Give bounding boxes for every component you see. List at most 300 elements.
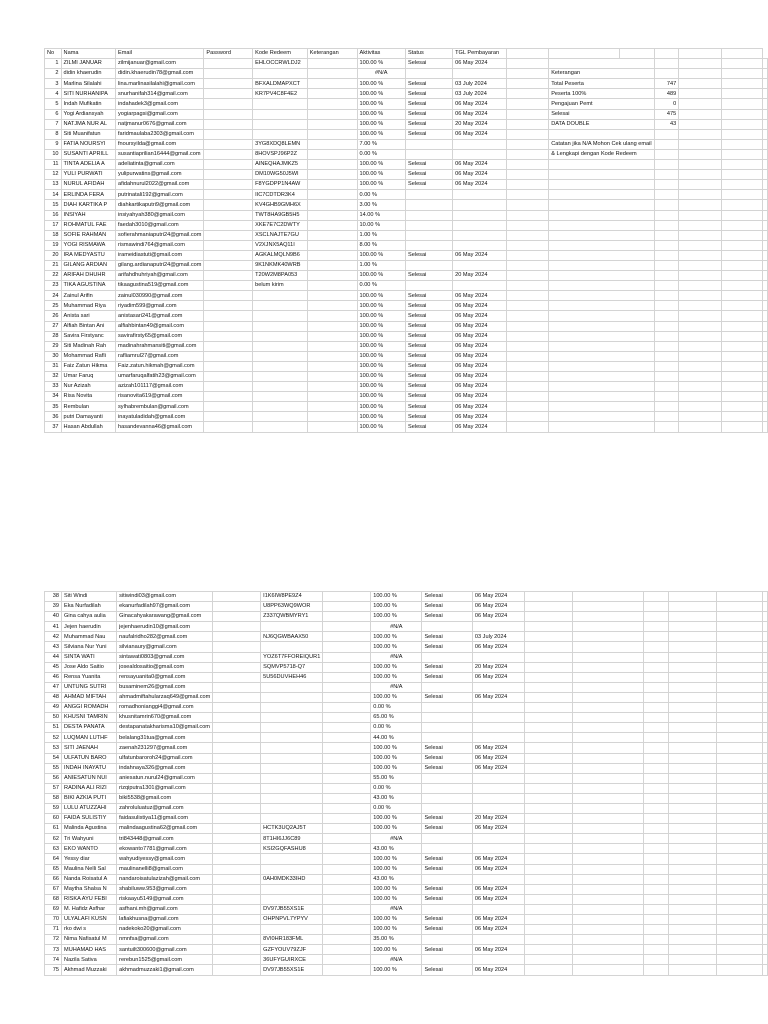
keterangan-cell [323,874,371,884]
empty-cell [763,271,768,281]
name-cell: putri Damayanti [61,412,115,422]
empty-cell [573,602,644,612]
password-cell [204,351,253,361]
aktivitas-cell: 100.00 % [371,672,422,682]
empty-cell [525,814,573,824]
empty-cell [549,382,654,392]
empty-cell [763,281,768,291]
empty-cell [549,372,654,382]
empty-cell [763,119,768,129]
aktivitas-cell: 43.00 % [371,844,422,854]
empty-cell [721,119,762,129]
empty-cell [506,230,549,240]
password-cell [213,692,261,702]
empty-cell [668,965,716,975]
empty-cell [716,874,762,884]
empty-cell [716,925,762,935]
empty-cell [679,89,722,99]
name-cell: TINTA ADELIA A [61,160,115,170]
table-row [45,612,768,622]
password-cell [213,945,261,955]
payment-date-cell: 06 May 2024 [453,59,506,69]
empty-cell [679,392,722,402]
table-row [45,834,768,844]
status-cell: Selesai [405,311,452,321]
empty-cell [763,341,768,351]
row-number-cell: 30 [45,351,62,361]
redeem-code-cell: 9K1NKMK40WRB [253,260,308,270]
aktivitas-cell: 100.00 % [357,250,405,260]
redeem-code-cell: AINEQHAJMKZ5 [253,160,308,170]
redeem-code-cell: XSCLNAJTE7GU [253,230,308,240]
name-cell: IRA MEDYASTU [61,250,115,260]
empty-cell [573,763,644,773]
empty-cell [654,180,679,190]
empty-cell [654,250,679,260]
empty-cell [644,783,669,793]
empty-cell [679,119,722,129]
empty-cell [644,763,669,773]
aktivitas-cell: 14.00 % [357,210,405,220]
empty-cell [679,99,722,109]
table-row [45,682,768,692]
empty-cell [506,139,549,149]
row-number-cell: 34 [45,392,62,402]
payment-date-cell: 06 May 2024 [453,291,506,301]
row-number-cell: 40 [45,612,62,622]
payment-date-cell: 06 May 2024 [472,602,524,612]
empty-cell [549,160,654,170]
row-number-cell: 64 [45,854,62,864]
table-row [45,925,768,935]
empty-cell [644,642,669,652]
table-row [45,763,768,773]
table-row [45,139,768,149]
empty-cell [549,180,654,190]
email-cell: zahroluluatuz@gmail.com [117,803,213,813]
empty-cell [763,139,768,149]
empty-cell [525,874,573,884]
email-cell: arifahdhuhriyah@gmail.com [116,271,204,281]
keterangan-cell [307,361,357,371]
row-number-cell: 41 [45,622,62,632]
empty-cell [506,99,549,109]
keterangan-cell [307,351,357,361]
table-row [45,341,768,351]
aktivitas-cell: 100.00 % [357,119,405,129]
empty-cell [525,662,573,672]
table-row [45,773,768,783]
aktivitas-cell: 100.00 % [371,965,422,975]
empty-cell [763,783,768,793]
aktivitas-cell: 100.00 % [357,89,405,99]
empty-cell [654,200,679,210]
empty-cell [763,945,768,955]
email-cell: savirafirsty65@gmail.com [116,331,204,341]
empty-cell [763,331,768,341]
empty-cell [721,210,762,220]
table-row [45,632,768,642]
email-cell: belalang31tua@gmail.com [117,733,213,743]
aktivitas-cell: 100.00 % [371,753,422,763]
aktivitas-cell: 100.00 % [357,402,405,412]
name-cell: ARIFAH DHUHR [61,271,115,281]
password-cell [213,662,261,672]
redeem-code-cell: OHPNPVL7YPYV [261,915,323,925]
empty-cell [721,311,762,321]
redeem-code-cell [253,331,308,341]
payment-date-cell [453,139,506,149]
empty-cell [721,139,762,149]
keterangan-cell [307,311,357,321]
status-cell [405,210,452,220]
payment-date-cell [453,149,506,159]
table-row [45,642,768,652]
status-cell: Selesai [422,894,472,904]
payment-date-cell: 06 May 2024 [453,402,506,412]
email-cell: destapanatakharisma10@gmail.com [117,723,213,733]
keterangan-cell [307,291,357,301]
name-cell: Nanda Roisatul A [62,874,117,884]
password-cell [213,874,261,884]
header-aktivitas: Aktivitas [357,49,405,59]
empty-cell [654,422,679,432]
redeem-code-cell [261,622,323,632]
keterangan-cell [323,945,371,955]
empty-cell [573,935,644,945]
password-cell [213,622,261,632]
row-number-cell: 14 [45,190,62,200]
empty-cell [654,372,679,382]
empty-cell [573,753,644,763]
password-cell [204,291,253,301]
empty-cell [721,382,762,392]
empty-cell [668,773,716,783]
payment-date-cell: 06 May 2024 [472,884,524,894]
empty-cell [549,260,654,270]
redeem-code-cell: 8VI0HR183FML [261,935,323,945]
password-cell [213,824,261,834]
empty-cell [679,220,722,230]
aktivitas-cell: 0.00 % [357,281,405,291]
table-row [45,311,768,321]
email-cell: diahkartikaputri9@gmail.com [116,200,204,210]
redeem-code-cell: TWT8HA9GB5H5 [253,210,308,220]
empty-cell [654,190,679,200]
email-cell: umarfaruqalfatih23@gmail.com [116,372,204,382]
password-cell [213,723,261,733]
name-cell: Siti Madinah Rah [61,341,115,351]
password-cell [213,803,261,813]
table-row [45,652,768,662]
table-row [45,692,768,702]
empty-cell [654,402,679,412]
password-cell [213,814,261,824]
status-cell [405,139,452,149]
empty-cell [654,160,679,170]
status-cell [422,622,472,632]
empty-cell [763,230,768,240]
password-cell [204,240,253,250]
empty-cell [573,692,644,702]
email-cell: indahnaya326@gmail.com [117,763,213,773]
summary-note: & Lengkapi dengan Kode Redeem [549,149,654,159]
redeem-code-cell [253,422,308,432]
name-cell: M. Hafidz Asfhar [62,904,117,914]
email-cell: fnoursyilda@gmail.com [116,139,204,149]
status-cell [405,200,452,210]
name-cell: LUQMAN LUTHF [62,733,117,743]
status-cell: Selesai [405,392,452,402]
empty-cell [763,753,768,763]
name-cell: ZILMI JANUAR [61,59,115,69]
empty-cell [763,220,768,230]
empty-cell [668,612,716,622]
password-cell [204,361,253,371]
empty-cell [573,884,644,894]
empty-cell [716,612,762,622]
empty-cell [721,240,762,250]
empty-cell [644,672,669,682]
password-cell [213,783,261,793]
empty-cell [763,382,768,392]
empty-cell [525,965,573,975]
name-cell: Jose Aldo Saitio [62,662,117,672]
table-row [45,723,768,733]
redeem-code-cell: DM10WG50J5WI [253,170,308,180]
row-number-cell: 61 [45,824,62,834]
keterangan-cell [307,69,357,79]
name-cell: GILANG ARDIAN [61,260,115,270]
payment-date-cell [472,844,524,854]
empty-cell [668,854,716,864]
empty-cell [763,311,768,321]
keterangan-cell [323,884,371,894]
empty-cell [525,925,573,935]
status-cell: Selesai [422,672,472,682]
status-cell: Selesai [405,361,452,371]
empty-cell [573,945,644,955]
name-cell: NATJMA NUR AL [61,119,115,129]
password-cell [213,894,261,904]
aktivitas-cell: 100.00 % [357,160,405,170]
keterangan-cell [307,89,357,99]
redeem-code-cell [253,321,308,331]
empty-cell [573,682,644,692]
email-cell: sintawati0803@gmail.com [117,652,213,662]
payment-date-cell: 06 May 2024 [472,743,524,753]
table-row [45,743,768,753]
table-row [45,854,768,864]
empty-cell [506,170,549,180]
empty-cell [619,49,654,59]
password-cell [213,935,261,945]
empty-cell [763,402,768,412]
payment-date-cell: 20 May 2024 [453,271,506,281]
table-body-2 [45,592,768,976]
redeem-code-cell [253,311,308,321]
aktivitas-cell: 43.00 % [371,874,422,884]
password-cell [204,331,253,341]
keterangan-cell [323,743,371,753]
redeem-code-cell: NJ6QGWBAAX50 [261,632,323,642]
aktivitas-cell: 0.00 % [371,783,422,793]
empty-cell [549,301,654,311]
name-cell: Jejen haerudin [62,622,117,632]
header-email: Email [116,49,204,59]
name-cell: Gina cahya aulia [62,612,117,622]
status-cell [422,713,472,723]
payment-date-cell: 06 May 2024 [472,692,524,702]
password-cell [204,190,253,200]
empty-cell [525,894,573,904]
empty-cell [525,672,573,682]
empty-cell [506,129,549,139]
empty-cell [654,311,679,321]
empty-cell [679,382,722,392]
redeem-code-cell: 0AH0MDK33IHD [261,874,323,884]
keterangan-cell [307,260,357,270]
redeem-code-cell [261,894,323,904]
row-number-cell: 69 [45,904,62,914]
empty-cell [506,301,549,311]
aktivitas-cell: 7.00 % [357,139,405,149]
empty-cell [573,793,644,803]
empty-cell [506,361,549,371]
redeem-code-cell: KR7PV4C8F4E2 [253,89,308,99]
status-cell [422,733,472,743]
status-cell [405,190,452,200]
aktivitas-cell: 100.00 % [371,925,422,935]
password-cell [204,301,253,311]
status-cell [422,935,472,945]
empty-cell [644,733,669,743]
name-cell: SINTA WATI [62,652,117,662]
empty-cell [763,200,768,210]
empty-cell [721,250,762,260]
keterangan-cell [307,190,357,200]
empty-cell [721,341,762,351]
name-cell: Savira Firstyanc [61,331,115,341]
empty-cell [525,955,573,965]
row-number-cell: 55 [45,763,62,773]
email-cell: asfhani.mh@gmail.com [117,904,213,914]
empty-cell [763,803,768,813]
redeem-code-cell [261,692,323,702]
empty-cell [763,250,768,260]
email-cell: zaenah231297@gmail.com [117,743,213,753]
empty-cell [644,915,669,925]
payment-date-cell: 06 May 2024 [472,945,524,955]
name-cell: SITI JAENAH [62,743,117,753]
aktivitas-cell: 100.00 % [357,331,405,341]
empty-cell [668,793,716,803]
summary-value: 747 [654,79,679,89]
password-cell [213,904,261,914]
empty-cell [668,925,716,935]
table-row [45,864,768,874]
redeem-code-cell [253,372,308,382]
empty-cell [721,89,762,99]
table-row [45,793,768,803]
email-cell: josealdosaitio@gmail.com [117,662,213,672]
table-row [45,844,768,854]
empty-cell [763,612,768,622]
payment-date-cell: 06 May 2024 [453,180,506,190]
empty-cell [668,602,716,612]
empty-cell [679,109,722,119]
empty-cell [763,662,768,672]
table-row [45,301,768,311]
payment-date-cell: 06 May 2024 [453,422,506,432]
empty-cell [716,602,762,612]
redeem-code-cell: DV97JB55XS1E [261,965,323,975]
header-row [45,49,768,59]
name-cell: Rembulan [61,402,115,412]
empty-cell [763,763,768,773]
empty-cell [716,703,762,713]
name-cell: FATIA NOURSYI [61,139,115,149]
empty-cell [549,291,654,301]
empty-cell [716,713,762,723]
empty-cell [668,935,716,945]
email-cell: yogiarpagsi@gmail.com [116,109,204,119]
empty-cell [654,361,679,371]
empty-cell [573,612,644,622]
email-cell: sylhabrembulan@gmail.com [116,402,204,412]
keterangan-cell [323,773,371,783]
empty-cell [668,642,716,652]
status-cell: Selesai [422,965,472,975]
payment-date-cell: 06 May 2024 [472,864,524,874]
empty-cell [716,622,762,632]
name-cell: ULYALAFI KUSN [62,915,117,925]
redeem-code-cell [261,793,323,803]
table-row [45,965,768,975]
row-number-cell: 4 [45,89,62,99]
email-cell: yulipurwatins@gmail.com [116,170,204,180]
keterangan-cell [307,129,357,139]
empty-cell [506,331,549,341]
empty-cell [763,935,768,945]
payment-date-cell [472,703,524,713]
status-cell: Selesai [405,341,452,351]
aktivitas-cell: 1.00 % [357,230,405,240]
password-cell [204,200,253,210]
empty-cell [506,119,549,129]
empty-cell [525,682,573,692]
empty-cell [506,59,549,69]
name-cell: ANGGI ROMADH [62,703,117,713]
table-row [45,331,768,341]
row-number-cell: 1 [45,59,62,69]
password-cell [213,743,261,753]
empty-cell [506,412,549,422]
redeem-code-cell [253,402,308,412]
empty-cell [721,402,762,412]
status-cell [422,904,472,914]
status-cell: Selesai [405,402,452,412]
empty-cell [679,59,722,69]
empty-cell [525,854,573,864]
password-cell [213,612,261,622]
empty-cell [549,240,654,250]
empty-cell [654,240,679,250]
empty-cell [506,271,549,281]
name-cell: Faiz Zatun Hikma [61,361,115,371]
status-cell: Selesai [422,743,472,753]
aktivitas-cell: #N/A [371,834,422,844]
